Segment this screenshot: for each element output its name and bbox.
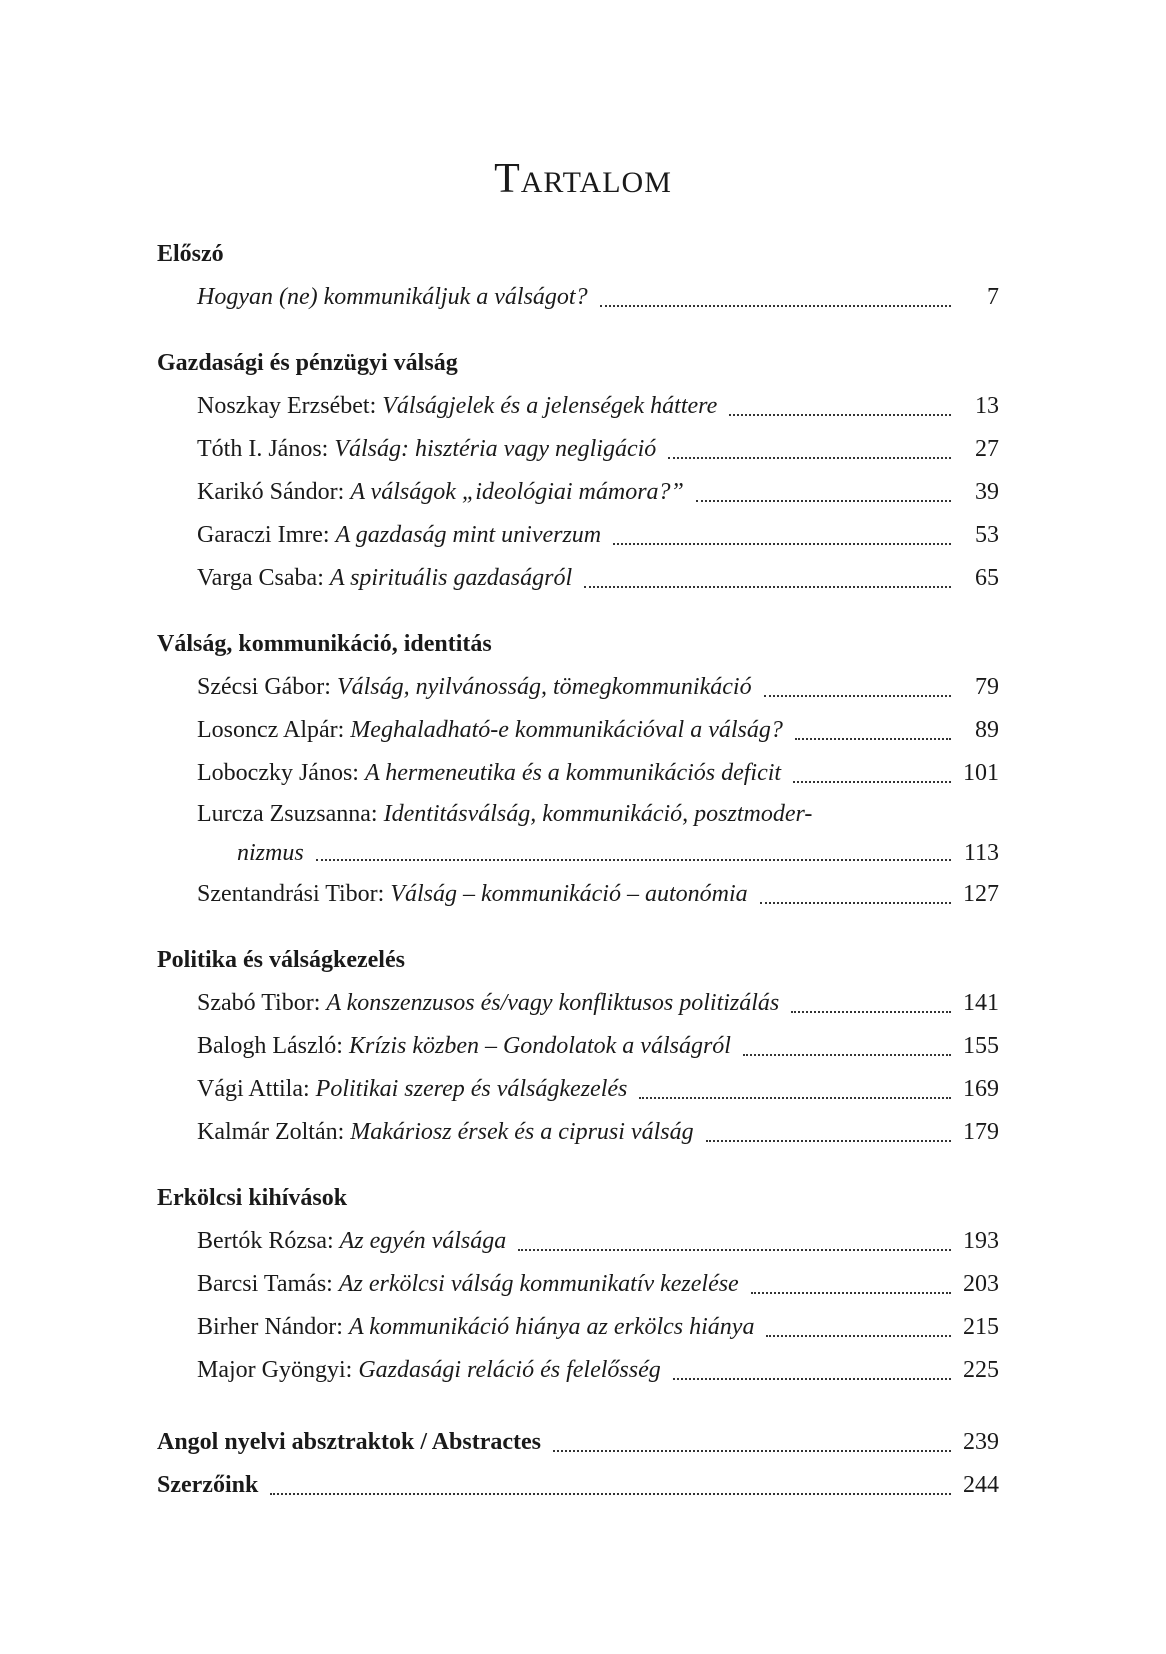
entry-author: Karikó Sándor: <box>197 479 351 505</box>
dot-leader <box>706 1140 951 1142</box>
wrapped-line-1 <box>197 795 999 834</box>
dot-leader <box>729 414 951 416</box>
entry-page: 101 <box>963 760 999 786</box>
dot-leader <box>766 1335 951 1337</box>
toc-section-economic-crisis <box>157 342 999 600</box>
entry-page: 7 <box>987 284 999 310</box>
entry-title-continued: nizmus <box>237 840 304 866</box>
section-title: Előszó <box>157 241 224 267</box>
entry-page: 155 <box>963 1033 999 1059</box>
toc-entry <box>157 1263 999 1306</box>
toc-section-moral-challenges <box>157 1177 999 1392</box>
toc-entry <box>157 1220 999 1263</box>
entry-title: Válság – kommunikáció – autonómia <box>390 881 748 907</box>
dot-leader <box>795 738 951 740</box>
entry-page: 169 <box>963 1076 999 1102</box>
page-title-rest: ARTALOM <box>520 166 672 199</box>
toc-entry <box>157 557 999 600</box>
entry-author: Garaczi Imre: <box>197 522 336 548</box>
entry-page: 65 <box>975 565 999 591</box>
entry-author: Noszkay Erzsébet: <box>197 393 383 419</box>
toc-entry <box>157 1025 999 1068</box>
section-title: Gazdasági és pénzügyi válság <box>157 350 458 376</box>
entry-label: Angol nyelvi absztraktok / Abstractes <box>157 1429 541 1455</box>
entry-title: Az egyén válsága <box>339 1228 507 1254</box>
dot-leader <box>764 695 951 697</box>
entry-title: Politikai szerep és válságkezelés <box>315 1076 628 1102</box>
dot-leader <box>600 305 951 307</box>
entry-author: Varga Csaba: <box>197 565 330 591</box>
toc-entry <box>157 666 999 709</box>
entry-author: Birher Nándor: <box>197 1314 349 1340</box>
entry-page: 89 <box>975 717 999 743</box>
dot-leader <box>270 1493 951 1495</box>
page-title <box>0 155 1166 203</box>
page-title-initial: T <box>494 156 521 202</box>
entry-title: A konszenzusos és/vagy konfliktusos politizálás <box>326 990 780 1016</box>
entry-title: Gazdasági reláció és felelősség <box>358 1357 661 1383</box>
entry-title: Válság: hisztéria vagy negligáció <box>334 436 657 462</box>
entry-title: A gazdaság mint univerzum <box>335 522 602 548</box>
entry-page: 239 <box>963 1429 999 1455</box>
toc-entry-authors <box>157 1464 999 1507</box>
entry-page: 79 <box>975 674 999 700</box>
dot-leader <box>673 1378 951 1380</box>
entry-author: Kalmár Zoltán: <box>197 1119 351 1145</box>
entry-page: 53 <box>975 522 999 548</box>
dot-leader <box>760 902 951 904</box>
toc-entry <box>157 471 999 514</box>
entry-author: Szécsi Gábor: <box>197 674 337 700</box>
dot-leader <box>751 1292 951 1294</box>
section-title: Politika és válságkezelés <box>157 947 405 973</box>
dot-leader <box>793 781 951 783</box>
entry-page: 179 <box>963 1119 999 1145</box>
dot-leader <box>639 1097 951 1099</box>
toc-end-matter <box>157 1421 999 1507</box>
wrapped-line-2 <box>197 834 999 873</box>
dot-leader <box>613 543 951 545</box>
toc-entry <box>157 1111 999 1154</box>
entry-title: A kommunikáció hiánya az erkölcs hiánya <box>348 1314 755 1340</box>
toc-entry <box>157 514 999 557</box>
entry-author: Lurcza Zsuzsanna: <box>197 801 384 827</box>
dot-leader <box>743 1054 951 1056</box>
toc-entry <box>157 1306 999 1349</box>
entry-page: 225 <box>963 1357 999 1383</box>
entry-author: Szentandrási Tibor: <box>197 881 391 907</box>
entry-author: Tóth I. János: <box>197 436 335 462</box>
entry-page: 113 <box>963 840 999 866</box>
entry-title: Identitásválság, kommunikáció, posztmoder- <box>383 801 813 827</box>
entry-page: 215 <box>963 1314 999 1340</box>
toc-entry <box>157 982 999 1025</box>
toc-section-foreword <box>157 233 999 319</box>
entry-page: 39 <box>975 479 999 505</box>
entry-author: Losoncz Alpár: <box>197 717 351 743</box>
entry-title: Makáriosz érsek és a ciprusi válság <box>350 1119 694 1145</box>
entry-author: Major Gyöngyi: <box>197 1357 359 1383</box>
entry-title: Krízis közben – Gondolatok a válságról <box>348 1033 731 1059</box>
toc-entry <box>157 1068 999 1111</box>
dot-leader <box>518 1249 951 1251</box>
entry-title: A válságok „ideológiai mámora?” <box>350 479 684 505</box>
entry-title: Válságjelek és a jelenségek háttere <box>382 393 718 419</box>
entry-author: Szabó Tibor: <box>197 990 327 1016</box>
entry-page: 203 <box>963 1271 999 1297</box>
entry-title: Hogyan (ne) kommunikáljuk a válságot? <box>197 284 588 310</box>
toc-entry-abstracts <box>157 1421 999 1464</box>
toc-section-politics <box>157 939 999 1154</box>
entry-label: Szerzőink <box>157 1472 259 1498</box>
entry-page: 193 <box>963 1228 999 1254</box>
entry-page: 13 <box>975 393 999 419</box>
toc-entry-wrapped <box>157 795 999 873</box>
entry-title: Válság, nyilvánosság, tömegkommunikáció <box>336 674 752 700</box>
dot-leader <box>668 457 951 459</box>
toc-entry <box>157 1349 999 1392</box>
entry-title: A spirituális gazdaságról <box>329 565 573 591</box>
dot-leader <box>316 859 951 861</box>
entry-page: 244 <box>963 1472 999 1498</box>
section-title: Erkölcsi kihívások <box>157 1185 348 1211</box>
entry-author: Balogh László: <box>197 1033 349 1059</box>
dot-leader <box>791 1011 951 1013</box>
entry-author: Bertók Rózsa: <box>197 1228 340 1254</box>
dot-leader <box>696 500 951 502</box>
toc-entry <box>157 428 999 471</box>
entry-page: 141 <box>963 990 999 1016</box>
toc-entry <box>157 276 999 319</box>
table-of-contents <box>157 233 999 1507</box>
section-title: Válság, kommunikáció, identitás <box>157 631 492 657</box>
dot-leader <box>553 1450 951 1452</box>
entry-author: Loboczky János: <box>197 760 365 786</box>
toc-section-communication-identity <box>157 623 999 916</box>
dot-leader <box>584 586 951 588</box>
toc-entry <box>157 752 999 795</box>
entry-title: Az erkölcsi válság kommunikatív kezelése <box>338 1271 739 1297</box>
entry-author: Vági Attila: <box>197 1076 316 1102</box>
toc-entry <box>157 873 999 916</box>
entry-page: 27 <box>975 436 999 462</box>
entry-title: Meghaladható-e kommunikációval a válság? <box>350 717 783 743</box>
toc-entry <box>157 709 999 752</box>
entry-title: A hermeneutika és a kommunikációs deficit <box>364 760 782 786</box>
entry-page: 127 <box>963 881 999 907</box>
toc-entry <box>157 385 999 428</box>
entry-author: Barcsi Tamás: <box>197 1271 339 1297</box>
